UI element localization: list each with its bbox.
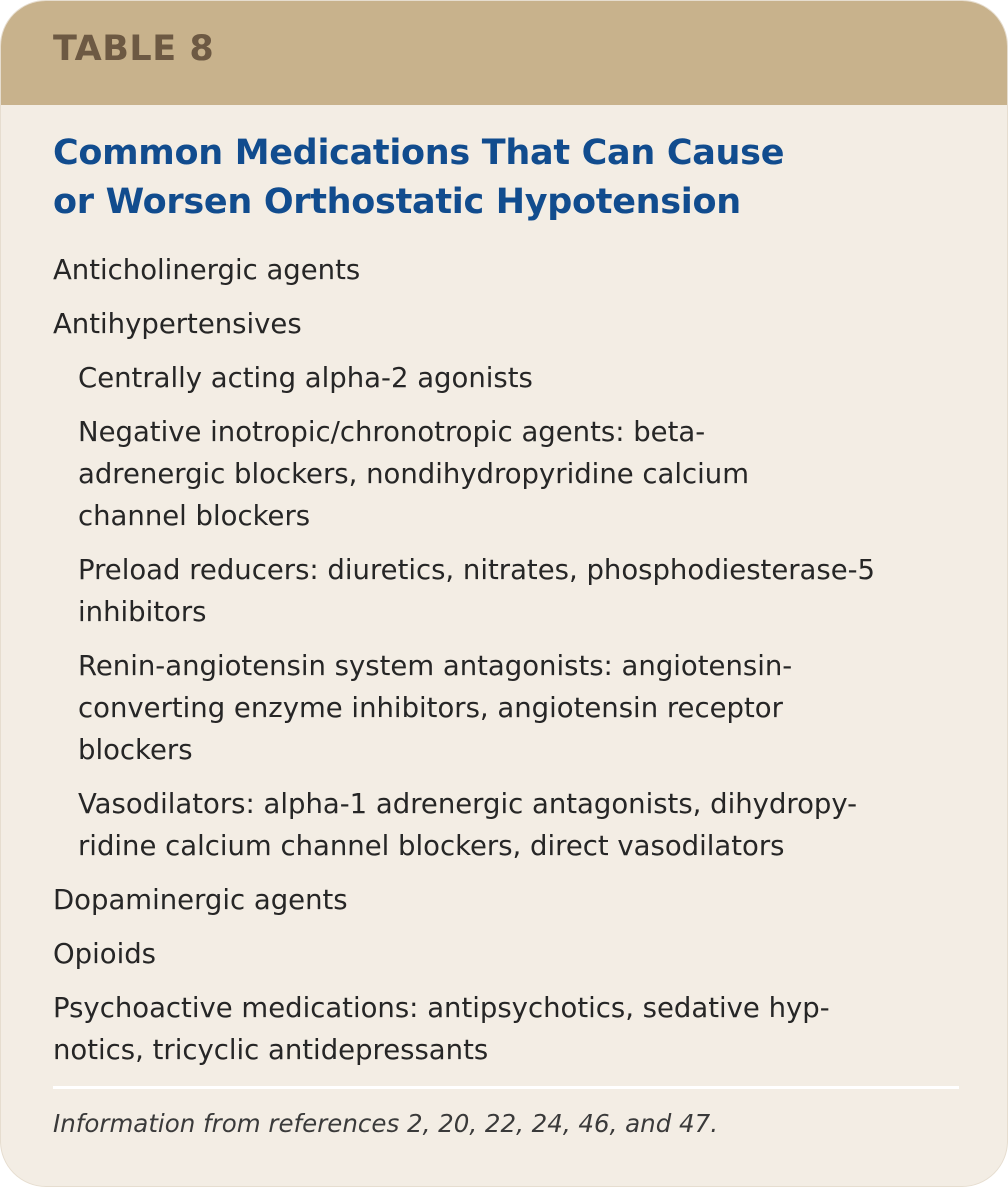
medication-entry: [53, 249, 968, 291]
medication-entry-line: Centrally acting alpha-2 agonists: [78, 362, 533, 394]
medication-entry: [53, 303, 968, 345]
medication-entry-line: Negative inotropic/chronotropic agents: beta-: [78, 416, 706, 448]
table-title: [53, 129, 953, 227]
medication-entry-line: notics, tricyclic antidepressants: [53, 1034, 489, 1066]
medication-subentry: [53, 783, 968, 867]
medication-entry-line: inhibitors: [78, 596, 207, 628]
table-title-line: or Worsen Orthostatic Hypotension: [53, 182, 741, 222]
medication-entry-line: Psychoactive medications: antipsychotics, sedative hyp-: [53, 992, 830, 1024]
medication-entry-line: ridine calcium channel blockers, direct vasodilators: [78, 830, 785, 862]
medication-entry-line: Vasodilators: alpha-1 adrenergic antagonists, dihydropy-: [78, 788, 858, 820]
table-header-band: [1, 1, 1007, 105]
medication-subentry: [53, 357, 968, 399]
medication-entry-line: adrenergic blockers, nondihydropyridine calcium: [78, 458, 749, 490]
medication-list: [53, 249, 968, 1071]
medication-entry-line: Anticholinergic agents: [53, 254, 361, 286]
medication-entry-line: converting enzyme inhibitors, angiotensin receptor: [78, 692, 783, 724]
medication-entry-line: channel blockers: [78, 500, 311, 532]
medication-entry-line: Antihypertensives: [53, 308, 302, 340]
medication-subentry: [53, 645, 968, 771]
medication-entry-line: Opioids: [53, 938, 156, 970]
table-label: TABLE 8: [53, 29, 215, 69]
medication-entry: [53, 933, 968, 975]
table-title-line: Common Medications That Can Cause: [53, 133, 785, 173]
medication-subentry: [53, 549, 968, 633]
medication-entry-line: blockers: [78, 734, 193, 766]
medication-entry: [53, 879, 968, 921]
medication-entry-line: Preload reducers: diuretics, nitrates, phosphodiesterase-5: [78, 554, 876, 586]
footnote: Information from references 2, 20, 22, 24, 46, and 47.: [53, 1109, 719, 1138]
medication-entry-line: Renin-angiotensin system antagonists: angiotensin-: [78, 650, 793, 682]
medication-entry-line: Dopaminergic agents: [53, 884, 348, 916]
medication-subentry: [53, 411, 968, 537]
medication-entry: [53, 987, 968, 1071]
footnote-divider: [53, 1086, 959, 1089]
